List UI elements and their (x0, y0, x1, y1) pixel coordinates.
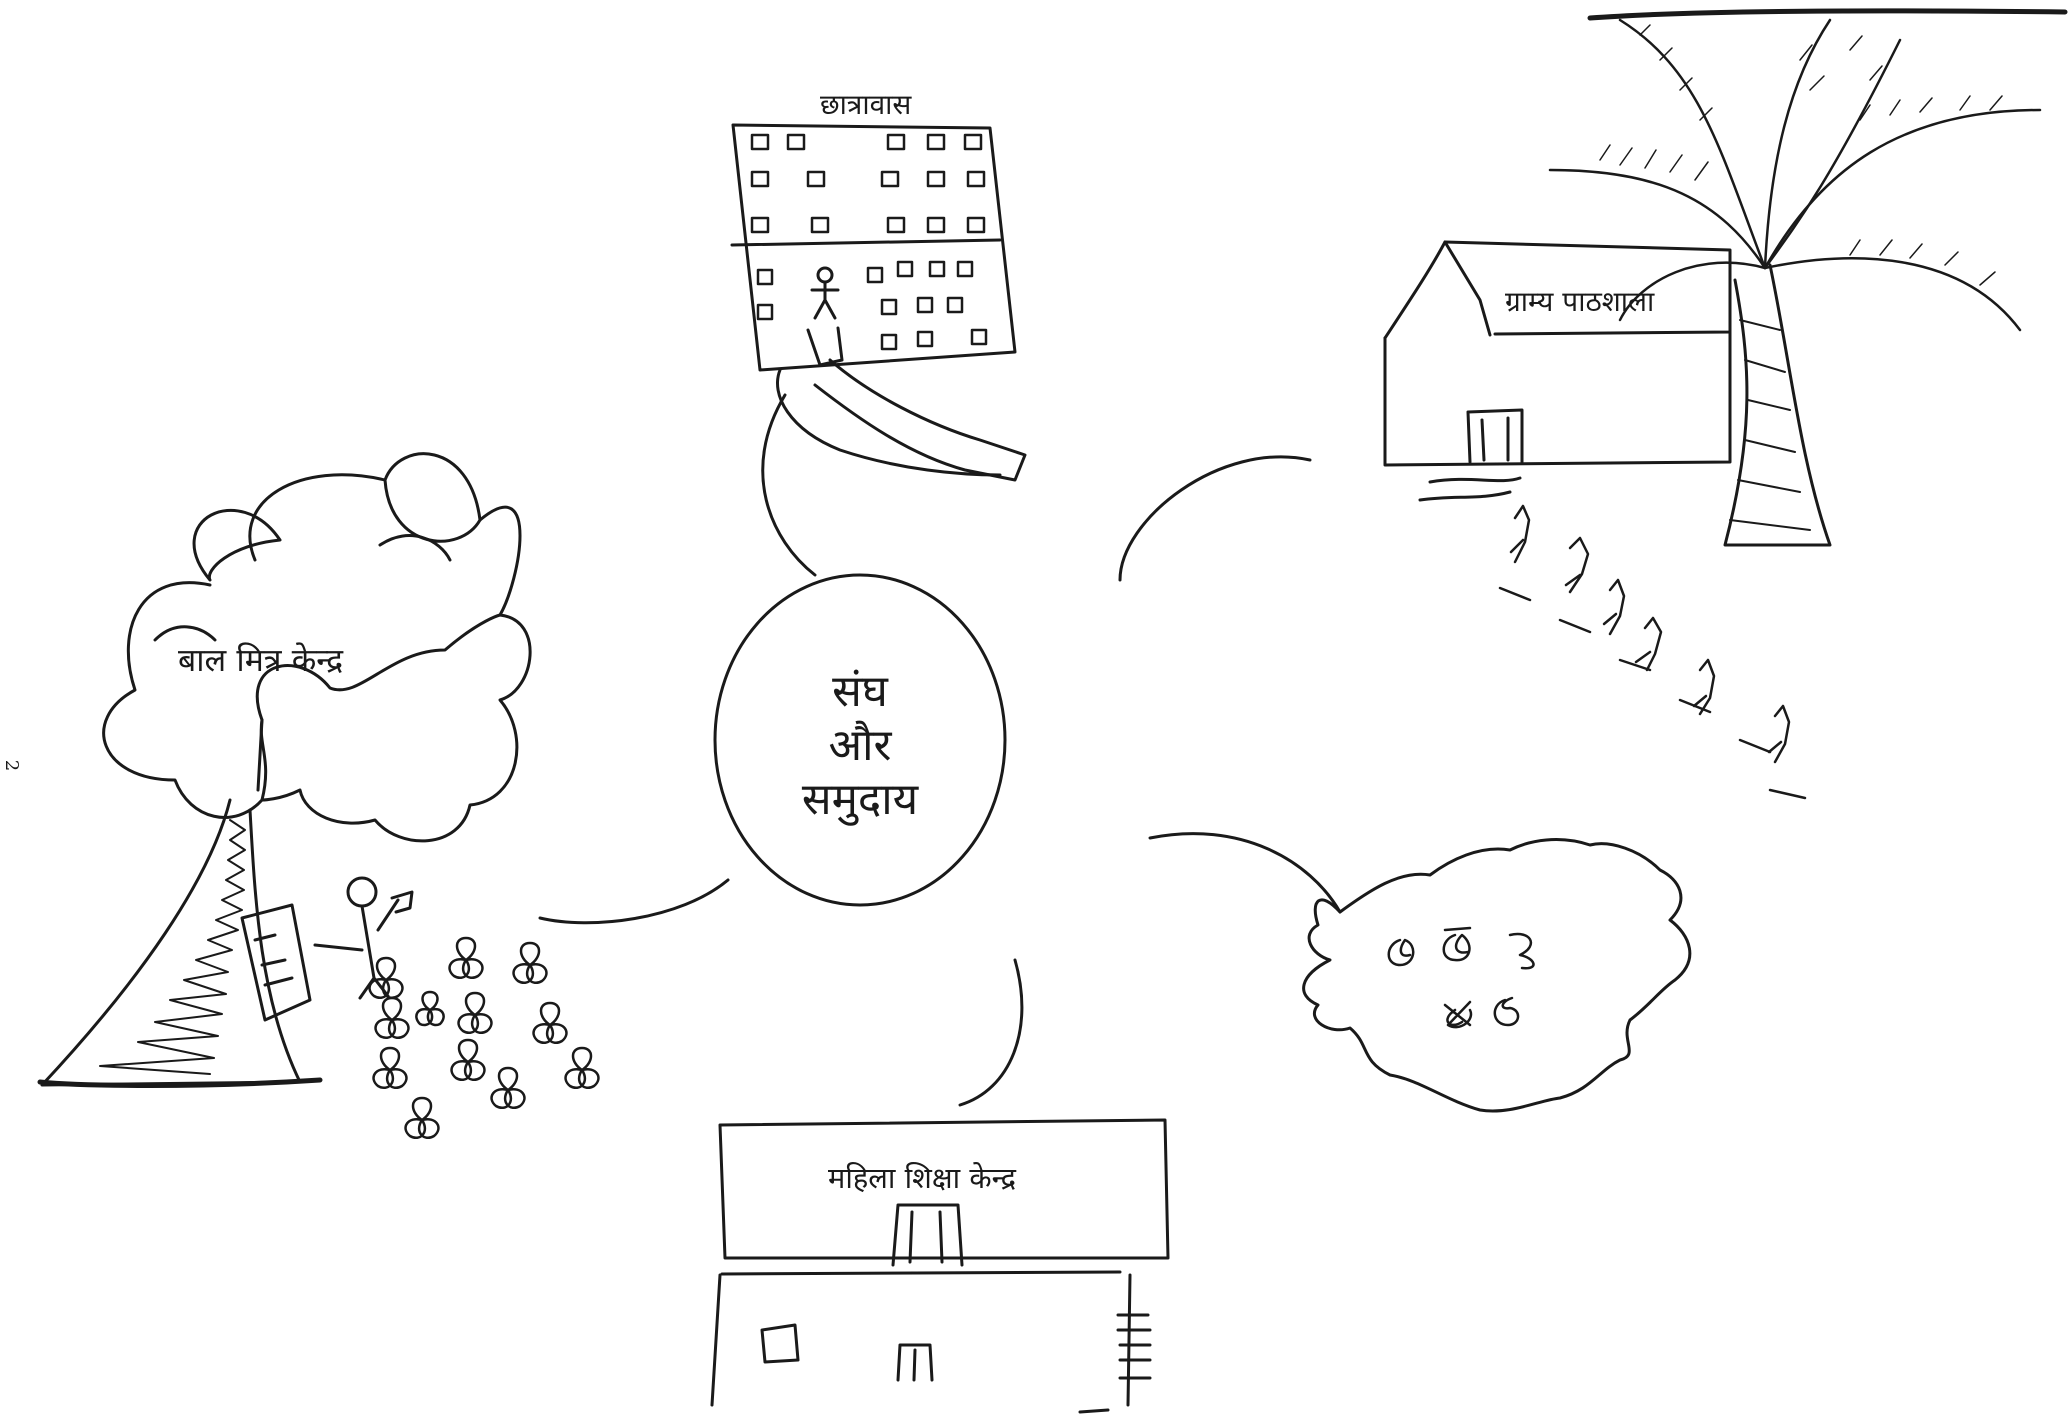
child-center-tree (40, 454, 598, 1138)
connector-alphabet (1150, 834, 1340, 912)
women-center-label: महिला शिक्षा केन्द्र (828, 1161, 1017, 1195)
village-school-label: ग्राम्य पाठशाला (1505, 285, 1655, 318)
palm-tree (1550, 11, 2065, 545)
hostel-label: छात्रावास (820, 88, 912, 121)
child-center-label: बाल मित्र केन्द्र (178, 641, 344, 679)
connector-school (1120, 457, 1310, 580)
connector-tree (540, 880, 728, 923)
hub-line-1: संघ (832, 666, 888, 717)
connector-hostel (763, 395, 815, 575)
walking-children (1500, 506, 1805, 798)
connector-women (960, 960, 1022, 1105)
page-mark: 2 (1, 759, 23, 772)
hub-line-3: समुदाय (801, 774, 919, 825)
alphabet-bush (1304, 840, 1690, 1111)
village-school (1385, 242, 1730, 500)
hub-line-2: और (828, 720, 892, 771)
hostel-building (732, 125, 1025, 480)
